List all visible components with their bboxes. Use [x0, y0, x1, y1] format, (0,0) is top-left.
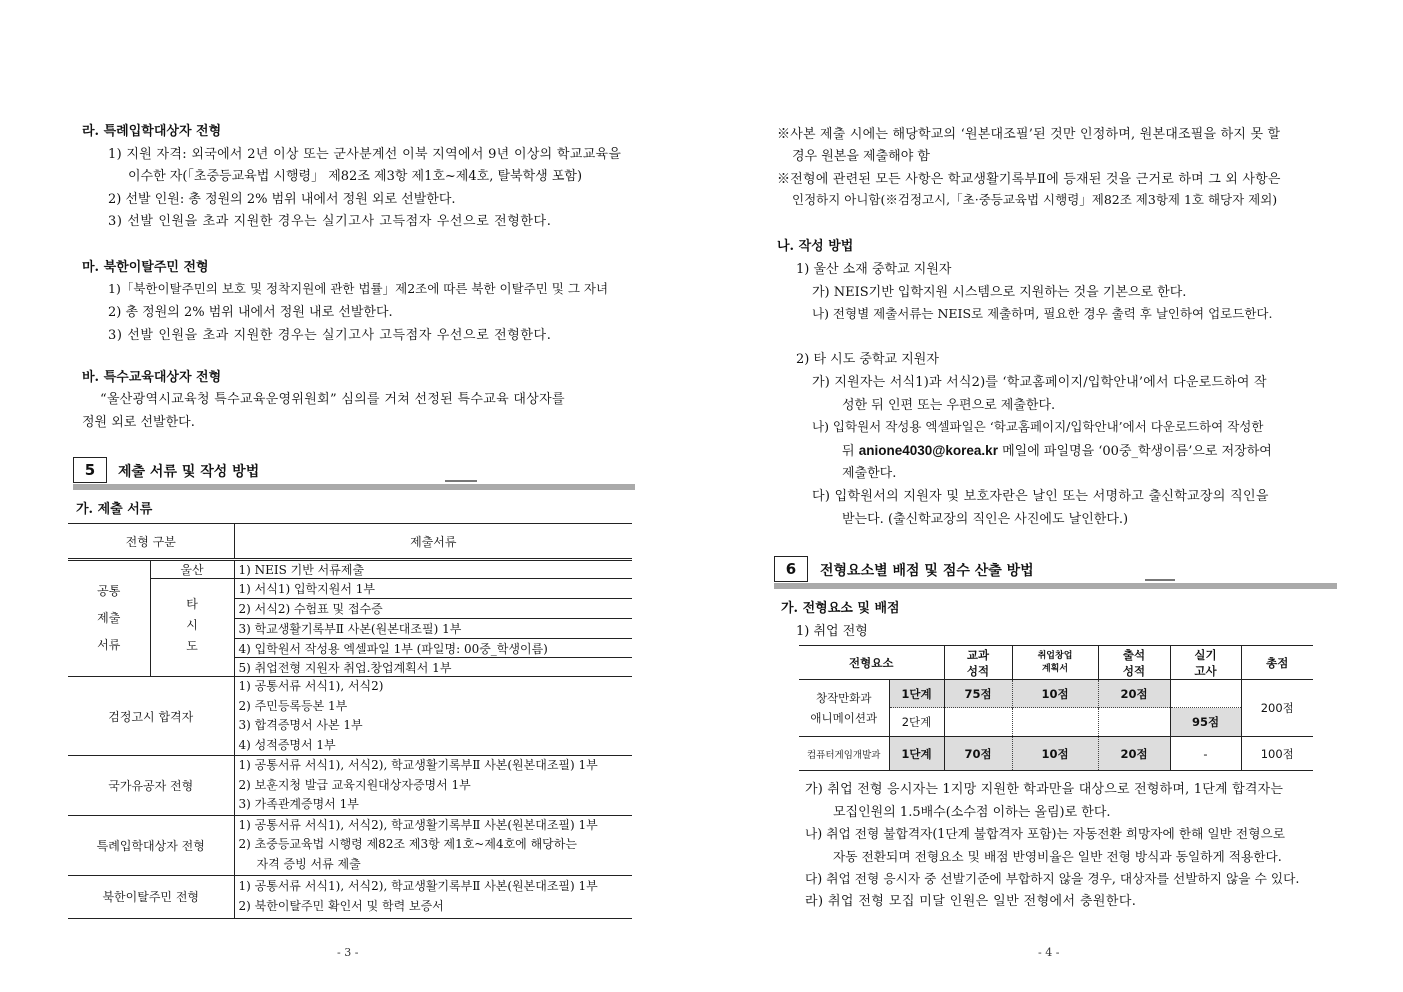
h-attend: 출석 성적 — [1098, 646, 1170, 680]
other-doc: 3) 학교생활기록부Ⅱ 사본(원본대조필) 1부 — [238, 622, 462, 636]
section-5-number: 5 — [73, 457, 107, 483]
header-type: 전형 구분 — [68, 524, 234, 560]
ga-heading: 가. 제출 서류 — [76, 502, 153, 517]
r3-total: 100점 — [1260, 746, 1294, 761]
r3-practice: - — [1170, 737, 1241, 771]
page-number-right: - 4 - — [1038, 946, 1060, 959]
section-5-underline — [73, 484, 635, 490]
ga-heading-right: 가. 전형요소 및 배점 — [781, 601, 900, 616]
r1-plan: 10점 — [1012, 680, 1098, 708]
na-sub1: 1) 울산 소재 중학교 지원자 — [796, 262, 952, 277]
rule-1: 가) 취업 전형 응시자는 1지망 지원한 학과만을 대상으로 전형하며, 1단계 합격자는 — [805, 782, 1284, 797]
other-region-label: 타 시 도 — [150, 579, 234, 677]
stage-1: 1단계 — [889, 680, 944, 708]
r2-subject-empty — [944, 708, 1012, 737]
section-5-title: 제출 서류 및 작성 방법 — [118, 464, 260, 480]
other-doc: 1) 서식1) 입학지원서 1부 — [238, 582, 375, 596]
other-doc: 5) 취업전형 지원자 취업.창업계획서 1부 — [238, 660, 452, 675]
other-doc: 2) 서식2) 수험표 및 접수증 — [238, 602, 383, 616]
ulsan-doc: 1) NEIS 기반 서류제출 — [238, 563, 365, 577]
na-sub1-item-2: 나) 전형별 제출서류는 NEIS로 제출하며, 필요한 경우 출력 후 날인하여 업로드한다. — [812, 306, 1273, 321]
ba-heading: 바. 특수교육대상자 전형 — [82, 370, 222, 385]
group-label: 검정고시 합격자 — [68, 677, 234, 756]
ma-line-2: 2) 총 정원의 2% 범위 내에서 정원 내로 선발한다. — [108, 305, 393, 320]
na-sub2-line-3: 나) 입학원서 작성용 엑셀파일은 ‘학교홈페이지/입학안내’에서 다운로드하여 작성한 — [812, 419, 1264, 434]
na-sub2-line-1: 가) 지원자는 서식1)과 서식2)를 ‘학교홈페이지/입학안내’에서 다운로드하여 작 — [812, 375, 1267, 390]
table-header-row — [68, 524, 632, 560]
common-label: 공통 제출 서류 — [68, 560, 150, 677]
ma-line-3: 3) 선발 인원을 초과 지원한 경우는 실기고사 고득점자 우선으로 전형한다. — [108, 328, 552, 343]
na-sub1-item-1: 가) NEIS기반 입학지원 시스템으로 지원하는 것을 기본으로 한다. — [812, 285, 1187, 300]
r2-practice: 95점 — [1170, 708, 1241, 737]
rule-2b: 자동 전환되며 전형요소 및 배점 반영비율은 일반 전형 방식과 동일하게 적용한다. — [833, 849, 1282, 864]
score-table — [799, 645, 1313, 771]
ra-line-2: 이수한 자(「초중등교육법 시행령」 제82조 제3항 제1호~제4호, 탈북학생 포함) — [128, 169, 583, 184]
ra-line-1: 1) 지원 자격: 외국에서 2년 이상 또는 군사분계선 이북 지역에서 9년 이상의 학교교육을 — [108, 147, 622, 162]
group-label: 북한이탈주민 전형 — [68, 875, 234, 918]
ulsan-label: 울산 — [150, 560, 234, 579]
rule-3: 다) 취업 전형 응시자 중 선발기준에 부합하지 않을 경우, 대상자를 선발하지 않을 수 있다. — [805, 871, 1300, 886]
na-sub2-line-4: 뒤 anione4030@korea.kr 메일에 파일명을 ‘00중_학생이름’으로 저장하여 — [842, 443, 1272, 459]
sub-job: 1) 취업 전형 — [796, 624, 868, 639]
table-row — [68, 579, 632, 599]
note-line-2: 경우 원본을 제출해야 함 — [792, 149, 930, 164]
r-total-1: 200점 — [1241, 680, 1313, 737]
na-sub2-line-5: 제출한다. — [842, 466, 897, 481]
r1-practice-empty — [1170, 680, 1241, 708]
score-header-row — [799, 646, 1313, 680]
rule-1b: 모집인원의 1.5배수(소수점 이하는 올림)로 한다. — [833, 805, 1111, 820]
r2-attend-empty — [1098, 708, 1170, 737]
table-row — [68, 875, 632, 918]
ra-heading: 라. 특례입학대상자 전형 — [82, 124, 222, 139]
rule-4: 라) 취업 전형 모집 미달 인원은 일반 전형에서 충원한다. — [805, 894, 1137, 909]
email-address: anione4030@korea.kr — [858, 443, 998, 458]
ba-line-1: “울산광역시교육청 특수교육운영위원회” 심의를 거쳐 선정된 특수교육 대상자를 — [100, 392, 565, 407]
r1-attend: 20점 — [1098, 680, 1170, 708]
h-total: 총점 — [1266, 655, 1289, 670]
table-row — [68, 815, 632, 875]
ra-line-4: 3) 선발 인원을 초과 지원한 경우는 실기고사 고득점자 우선으로 전형한다. — [108, 214, 552, 229]
section-6-underline — [774, 583, 1337, 589]
ma-line-1: 1)「북한이탈주민의 보호 및 정착지원에 관한 법률」제2조에 따른 북한 이탈주민 및 그 자녀 — [108, 281, 609, 296]
score-row — [799, 680, 1313, 708]
table-row — [68, 560, 632, 579]
note-line-3: ※전형에 관련된 모든 사항은 학교생활기록부Ⅱ에 등재된 것을 근거로 하며 그 외 사항은 — [777, 172, 1281, 187]
documents-table — [68, 523, 632, 919]
table-row — [68, 677, 632, 756]
h-type: 전형요소 — [799, 646, 944, 680]
r2-plan-empty — [1012, 708, 1098, 737]
na-sub2-line-6: 다) 입학원서의 지원자 및 보호자란은 날인 또는 서명하고 출신학교장의 직인을 — [812, 489, 1269, 504]
score-row — [799, 737, 1313, 771]
r3-plan: 10점 — [1012, 737, 1098, 771]
r3-attend: 20점 — [1098, 737, 1170, 771]
group-label: 특례입학대상자 전형 — [68, 815, 234, 875]
other-doc: 4) 입학원서 작성용 엑셀파일 1부 (파일명: 00중_학생이름) — [238, 641, 548, 656]
page-number-left: - 3 - — [337, 946, 359, 959]
h-subject: 교과 성적 — [944, 646, 1012, 680]
stage-2: 2단계 — [889, 708, 944, 737]
section-5-underline-accent — [445, 480, 477, 482]
na-sub2: 2) 타 시도 중학교 지원자 — [796, 352, 939, 367]
section-6-number: 6 — [774, 556, 808, 582]
na-heading: 나. 작성 방법 — [777, 239, 854, 254]
note-line-1: ※사본 제출 시에는 해당학교의 ‘원본대조필’된 것만 인정하며, 원본대조필을 하지 못 할 — [777, 127, 1281, 142]
group-docs: 1) 공통서류 서식1), 서식2), 학교생활기록부Ⅱ 사본(원본대조필) 1부 2) 초중등교육법 시행령 제82조 제3항 제1호~제4호에 해당하는 자격 증빙 서류 제출 — [238, 817, 598, 871]
dept-animation: 창작만화과 애니메이션과 — [799, 680, 889, 737]
group-docs: 1) 공통서류 서식1), 서식2), 학교생활기록부Ⅱ 사본(원본대조필) 1부 2) 보훈지청 발급 교육지원대상자증명서 1부 3) 가족관계증명서 1부 — [238, 758, 598, 811]
ra-line-3: 2) 선발 인원: 총 정원의 2% 범위 내에서 정원 외로 선발한다. — [108, 192, 456, 207]
na-sub2-line-2: 성한 뒤 인편 또는 우편으로 제출한다. — [842, 398, 1056, 413]
header-docs: 제출서류 — [410, 534, 457, 549]
na-sub2-line-7: 받는다. (출신학교장의 직인은 사진에도 날인한다.) — [842, 512, 1129, 527]
section-6-underline-accent — [1145, 579, 1175, 581]
group-docs: 1) 공통서류 서식1), 서식2), 학교생활기록부Ⅱ 사본(원본대조필) 1부 2) 북한이탈주민 확인서 및 학력 보증서 — [238, 879, 598, 913]
note-line-4: 인정하지 아니함(※검정고시,「초·중등교육법 시행령」제82조 제3항제 1호 해당자 제외) — [792, 192, 1278, 207]
ma-heading: 마. 북한이탈주민 전형 — [82, 260, 209, 275]
h-practice: 실기 고사 — [1170, 646, 1241, 680]
table-row — [68, 756, 632, 816]
rule-2: 나) 취업 전형 불합격자(1단계 불합격자 포함)는 자동전환 희망자에 한해 일반 전형으로 — [805, 826, 1285, 841]
group-docs: 1) 공통서류 서식1), 서식2) 2) 주민등록등본 1부 3) 합격증명서 사본 1부 4) 성적증명서 1부 — [238, 679, 384, 752]
r1-subject: 75점 — [944, 680, 1012, 708]
section-6-title: 전형요소별 배점 및 점수 산출 방법 — [820, 563, 1034, 579]
group-label: 국가유공자 전형 — [68, 756, 234, 816]
dept-game: 컴퓨터게임개발과 — [799, 737, 889, 771]
ba-line-2: 정원 외로 선발한다. — [82, 415, 195, 430]
r3-subject: 70점 — [944, 737, 1012, 771]
r3-stage: 1단계 — [889, 737, 944, 771]
h-plan: 취업창업 계획서 — [1012, 646, 1098, 680]
